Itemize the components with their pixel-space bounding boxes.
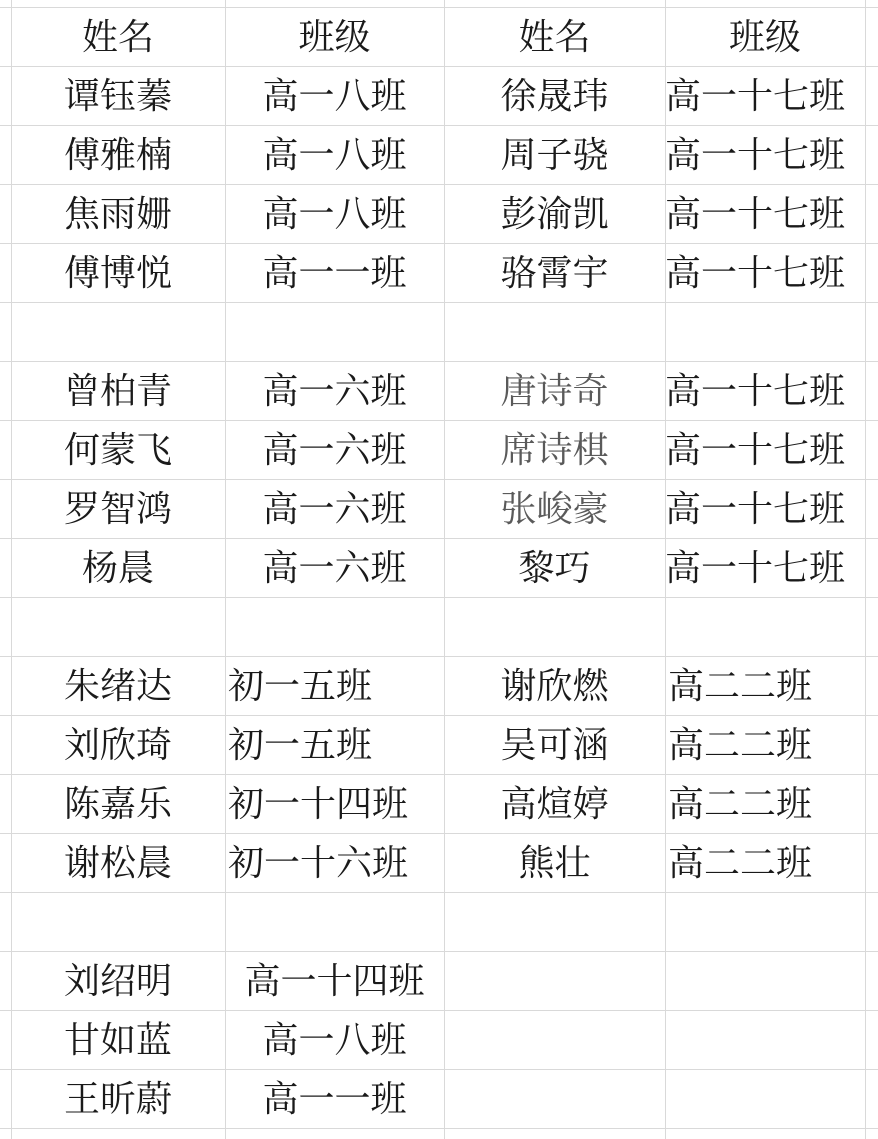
row-gutter: [865, 421, 878, 480]
name-cell-1[interactable]: 王昕蔚: [63, 1079, 172, 1120]
name-cell-2[interactable]: 唐诗奇: [500, 371, 609, 412]
name-cell-1[interactable]: 谢松晨: [63, 843, 172, 884]
row-gutter: [865, 539, 878, 598]
row-gutter: [0, 657, 11, 716]
class-cell-1[interactable]: [225, 598, 444, 657]
row-gutter: [0, 1070, 11, 1129]
name-cell-1[interactable]: 刘绍明: [63, 961, 172, 1002]
header-class-2[interactable]: 班级: [728, 17, 801, 58]
row-gutter: [0, 244, 11, 303]
class-cell-1[interactable]: 初一十四班: [228, 784, 409, 825]
class-cell-2[interactable]: 高一十七班: [665, 489, 846, 530]
row-gutter: [865, 185, 878, 244]
class-cell-1[interactable]: 初一十六班: [228, 843, 409, 884]
row-gutter: [0, 539, 11, 598]
class-cell-1[interactable]: 高一一班: [262, 1079, 407, 1120]
header-name-1[interactable]: 姓名: [81, 17, 154, 58]
row-gutter: [0, 185, 11, 244]
row-gutter: [865, 1070, 878, 1129]
class-cell-1[interactable]: [225, 893, 444, 952]
name-cell-1[interactable]: 杨晨: [81, 548, 154, 589]
table-body: [0, 8, 878, 1129]
row-gutter: [0, 480, 11, 539]
class-cell-2[interactable]: 高二二班: [668, 784, 813, 825]
name-cell-1[interactable]: 陈嘉乐: [63, 784, 172, 825]
name-cell-1[interactable]: 傅博悦: [63, 253, 172, 294]
class-cell-2[interactable]: [665, 893, 865, 952]
class-cell-1[interactable]: [225, 303, 444, 362]
name-cell-1[interactable]: [11, 893, 225, 952]
row-gutter: [865, 362, 878, 421]
name-cell-2[interactable]: [444, 952, 665, 1011]
row-gutter: [865, 598, 878, 657]
name-cell-2[interactable]: 骆霄宇: [500, 253, 609, 294]
class-cell-1[interactable]: 高一十四班: [244, 961, 425, 1002]
name-cell-1[interactable]: 何蒙飞: [63, 430, 172, 471]
row-gutter: [0, 362, 11, 421]
header-class-1[interactable]: 班级: [298, 17, 371, 58]
name-cell-2[interactable]: 谢欣燃: [500, 666, 609, 707]
class-cell-2[interactable]: 高一十七班: [665, 76, 846, 117]
row-gutter: [0, 775, 11, 834]
name-cell-2[interactable]: 熊壮: [518, 843, 591, 884]
class-cell-1[interactable]: 高一六班: [262, 430, 407, 471]
class-cell-2[interactable]: [665, 1070, 865, 1129]
row-gutter: [0, 126, 11, 185]
row-gutter: [0, 893, 11, 952]
row-gutter: [865, 126, 878, 185]
class-cell-2[interactable]: 高二二班: [668, 843, 813, 884]
name-cell-1[interactable]: 甘如蓝: [63, 1020, 172, 1061]
row-gutter: [865, 303, 878, 362]
row-gutter: [865, 244, 878, 303]
row-gutter: [0, 1011, 11, 1070]
row-gutter: [0, 952, 11, 1011]
name-cell-2[interactable]: 周子骁: [500, 135, 609, 176]
row-gutter: [865, 716, 878, 775]
class-cell-2[interactable]: 高一十七班: [665, 194, 846, 235]
class-cell-1[interactable]: 高一六班: [262, 371, 407, 412]
class-cell-1[interactable]: 高一八班: [262, 76, 407, 117]
name-cell-1[interactable]: 谭钰蓁: [63, 76, 172, 117]
class-cell-2[interactable]: [665, 303, 865, 362]
class-cell-2[interactable]: 高二二班: [668, 666, 813, 707]
row-gutter: [0, 716, 11, 775]
name-cell-1[interactable]: 曾柏青: [63, 371, 172, 412]
class-cell-2[interactable]: 高一十七班: [665, 430, 846, 471]
row-gutter: [865, 8, 878, 67]
class-cell-2[interactable]: 高一十七班: [665, 548, 846, 589]
name-cell-1[interactable]: 刘欣琦: [63, 725, 172, 766]
class-cell-2[interactable]: [665, 952, 865, 1011]
name-cell-1[interactable]: 罗智鸿: [63, 489, 172, 530]
class-cell-2[interactable]: [665, 598, 865, 657]
class-cell-2[interactable]: 高一十七班: [665, 371, 846, 412]
name-cell-2[interactable]: [444, 893, 665, 952]
row-gutter: [0, 598, 11, 657]
name-cell-2[interactable]: [444, 598, 665, 657]
name-cell-2[interactable]: [444, 1070, 665, 1129]
class-cell-2[interactable]: 高一十七班: [665, 135, 846, 176]
row-gutter: [0, 421, 11, 480]
class-cell-1[interactable]: 高一八班: [262, 135, 407, 176]
row-gutter: [0, 303, 11, 362]
name-cell-2[interactable]: 黎巧: [518, 548, 591, 589]
name-cell-1[interactable]: [11, 303, 225, 362]
name-cell-2[interactable]: 吴可涵: [500, 725, 609, 766]
header-name-2[interactable]: 姓名: [518, 17, 591, 58]
row-gutter: [865, 480, 878, 539]
row-gutter: [865, 67, 878, 126]
row-gutter: [865, 1011, 878, 1070]
name-cell-1[interactable]: [11, 598, 225, 657]
row-gutter: [0, 67, 11, 126]
name-cell-2[interactable]: 徐晟玮: [500, 76, 609, 117]
class-cell-1[interactable]: 高一八班: [262, 194, 407, 235]
name-cell-1[interactable]: 焦雨姗: [63, 194, 172, 235]
name-cell-2[interactable]: 彭渝凯: [500, 194, 609, 235]
class-cell-1[interactable]: 高一八班: [262, 1020, 407, 1061]
name-cell-1[interactable]: 傅雅楠: [63, 135, 172, 176]
row-gutter: [0, 834, 11, 893]
row-gutter: [865, 657, 878, 716]
name-cell-2[interactable]: 高煊婷: [500, 784, 609, 825]
row-gutter: [865, 834, 878, 893]
name-cell-2[interactable]: 席诗棋: [500, 430, 609, 471]
class-cell-1[interactable]: 高一一班: [262, 253, 407, 294]
name-cell-2[interactable]: [444, 1011, 665, 1070]
class-cell-1[interactable]: 初一五班: [228, 666, 373, 707]
class-cell-1[interactable]: 初一五班: [228, 725, 373, 766]
name-cell-1[interactable]: 朱绪达: [63, 666, 172, 707]
row-gutter: [0, 8, 11, 67]
class-cell-2[interactable]: 高二二班: [668, 725, 813, 766]
class-cell-2[interactable]: 高一十七班: [665, 253, 846, 294]
name-cell-2[interactable]: 张峻豪: [500, 489, 609, 530]
class-cell-2[interactable]: [665, 1011, 865, 1070]
row-gutter: [865, 952, 878, 1011]
row-gutter: [865, 893, 878, 952]
class-cell-1[interactable]: 高一六班: [262, 489, 407, 530]
row-gutter: [865, 775, 878, 834]
name-cell-2[interactable]: [444, 303, 665, 362]
class-cell-1[interactable]: 高一六班: [262, 548, 407, 589]
